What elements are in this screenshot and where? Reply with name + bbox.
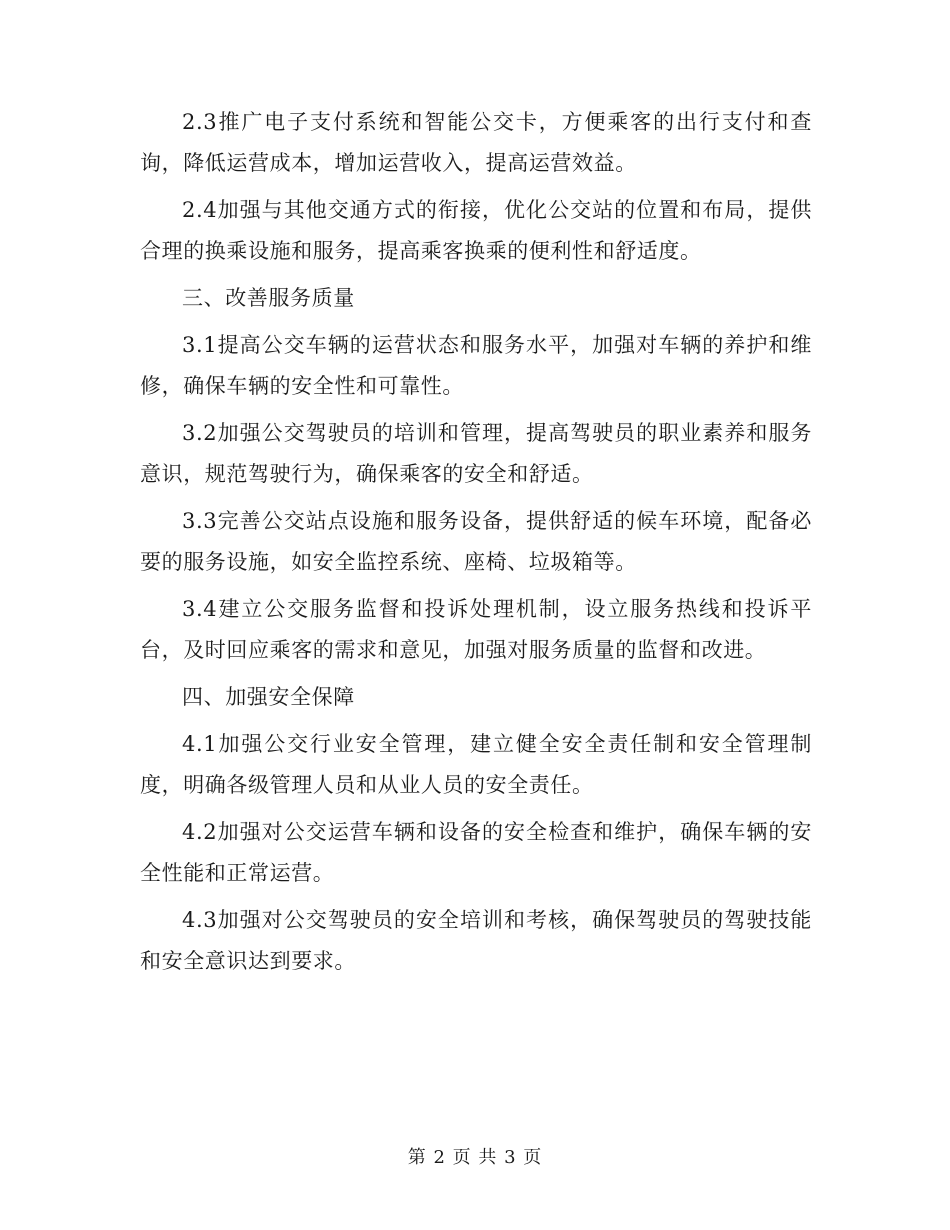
paragraph-3-2: 3.2加强公交驾驶员的培训和管理，提高驾驶员的职业素养和服务意识，规范驾驶行为，确保乘客的安全和舒适。 [140, 421, 812, 486]
paragraph-4-2: 4.2加强对公交运营车辆和设备的安全检查和维护，确保车辆的安全性能和正常运营。 [140, 820, 812, 885]
section-heading-3: 三、改善服务质量 [182, 286, 355, 310]
page-number-footer: 第 2 页 共 3 页 [407, 1147, 543, 1168]
document-body [140, 102, 812, 982]
section-heading-4: 四、加强安全保障 [182, 685, 355, 709]
paragraph-3-1: 3.1提高公交车辆的运营状态和服务水平，加强对车辆的养护和维修，确保车辆的安全性和可靠性。 [140, 333, 812, 398]
paragraph-4-3: 4.3加强对公交驾驶员的安全培训和考核，确保驾驶员的驾驶技能和安全意识达到要求。 [140, 908, 812, 973]
paragraph-4-1: 4.1加强公交行业安全管理，建立健全安全责任制和安全管理制度，明确各级管理人员和从业人员的安全责任。 [140, 732, 812, 797]
paragraph-3-4: 3.4建立公交服务监督和投诉处理机制，设立服务热线和投诉平台，及时回应乘客的需求和意见，加强对服务质量的监督和改进。 [140, 597, 812, 662]
paragraph-3-3: 3.3完善公交站点设施和服务设备，提供舒适的候车环境，配备必要的服务设施，如安全监控系统、座椅、垃圾箱等。 [140, 509, 812, 574]
paragraph-2-4: 2.4加强与其他交通方式的衔接，优化公交站的位置和布局，提供合理的换乘设施和服务，提高乘客换乘的便利性和舒适度。 [140, 198, 812, 263]
paragraph-2-3: 2.3推广电子支付系统和智能公交卡，方便乘客的出行支付和查询，降低运营成本，增加运营收入，提高运营效益。 [140, 110, 812, 175]
